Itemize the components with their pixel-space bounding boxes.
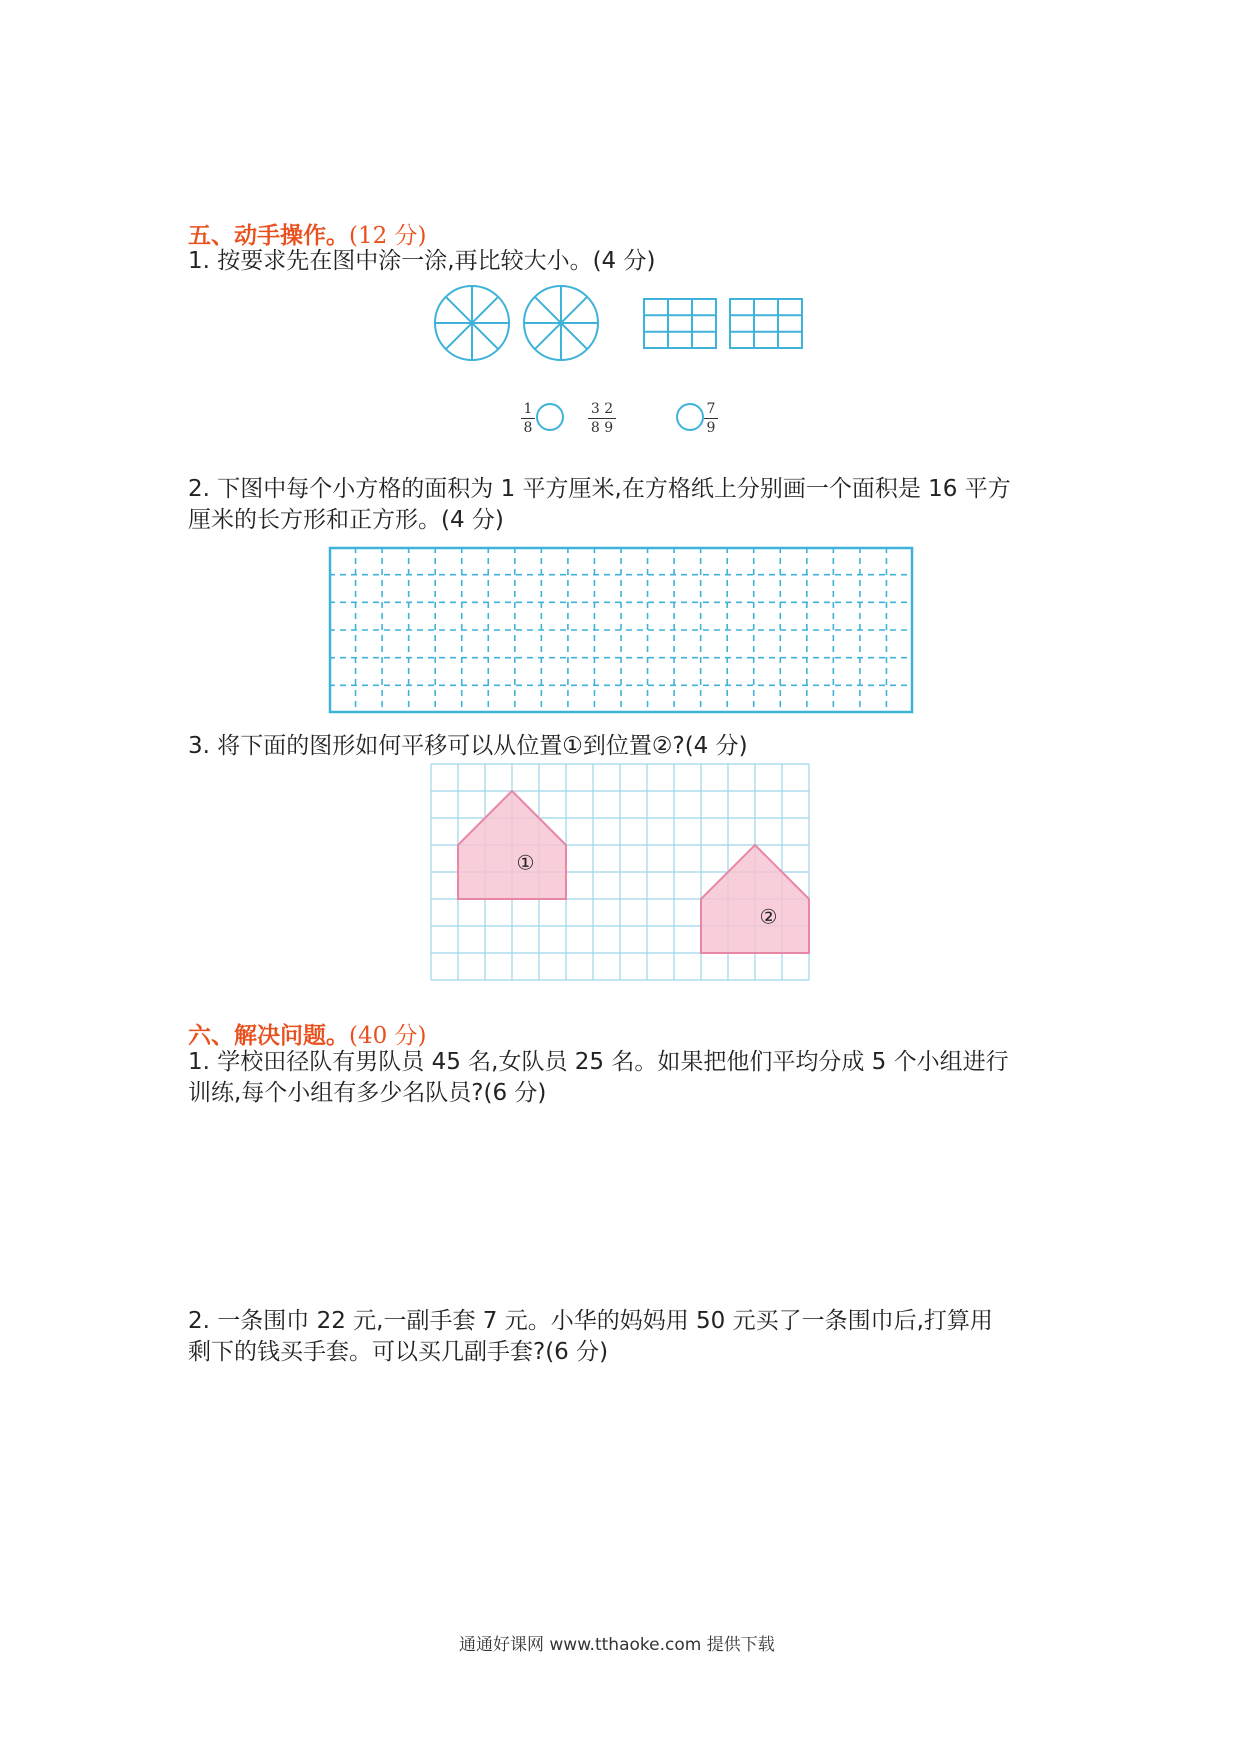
- translation-grid: [431, 764, 811, 982]
- circle-eighths-1: [435, 286, 509, 360]
- section6-points: (40 分): [349, 1023, 427, 1049]
- section6-q1-line2: 训练,每个小组有多少名队员?(6 分): [188, 1080, 547, 1106]
- section5-q3: 3. 将下面的图形如何平移可以从位置①到位置②?(4 分): [188, 733, 748, 759]
- circle-eighths-2: [524, 286, 598, 360]
- house-shape-position-1-label: ①: [516, 850, 535, 875]
- house-shape-position-2: [701, 845, 809, 953]
- fraction-one-eighth: [521, 401, 535, 436]
- section5-q2-line2: 厘米的长方形和正方形。(4 分): [188, 507, 504, 533]
- section5-title-text: 五、动手操作。: [188, 223, 349, 249]
- section6-q2-line1: 2. 一条围巾 22 元,一副手套 7 元。小华的妈妈用 50 元买了一条围巾后,打算用: [188, 1308, 993, 1334]
- fraction-pair-denominators: 8 9: [590, 420, 614, 436]
- circle-diagrams: [432, 285, 612, 365]
- fraction-pair: [588, 401, 616, 436]
- rect-ninths-1: [644, 299, 716, 348]
- section5-points: (12 分): [349, 223, 427, 249]
- fraction-pair-numerators: 3 2: [590, 401, 614, 417]
- square-grid-paper[interactable]: [329, 547, 913, 713]
- rectangle-diagrams: [643, 298, 805, 350]
- footer-source: 通通好课网 www.tthaoke.com 提供下载: [459, 1635, 775, 1655]
- section6-q2-line2: 剩下的钱买手套。可以买几副手套?(6 分): [188, 1339, 609, 1365]
- compare-circle-2[interactable]: [674, 401, 706, 433]
- fraction-seven-ninths: [704, 401, 718, 436]
- rect-ninths-2: [730, 299, 802, 348]
- section5-q1: 1. 按要求先在图中涂一涂,再比较大小。(4 分): [188, 248, 656, 274]
- fraction-a-numerator: 1: [523, 401, 533, 417]
- compare-circle-1[interactable]: [534, 401, 566, 433]
- fraction-c-numerator: 7: [706, 401, 716, 417]
- fraction-a-denominator: 8: [523, 420, 533, 436]
- fraction-c-denominator: 9: [706, 420, 716, 436]
- house-shape-position-1: [458, 791, 566, 899]
- house-shape-position-2-label: ②: [759, 904, 778, 929]
- section6-title-text: 六、解决问题。: [188, 1023, 349, 1049]
- section5-q2-line1: 2. 下图中每个小方格的面积为 1 平方厘米,在方格纸上分别画一个面积是 16 平方: [188, 476, 1011, 502]
- section6-q1-line1: 1. 学校田径队有男队员 45 名,女队员 25 名。如果把他们平均分成 5 个小组进行: [188, 1049, 1009, 1075]
